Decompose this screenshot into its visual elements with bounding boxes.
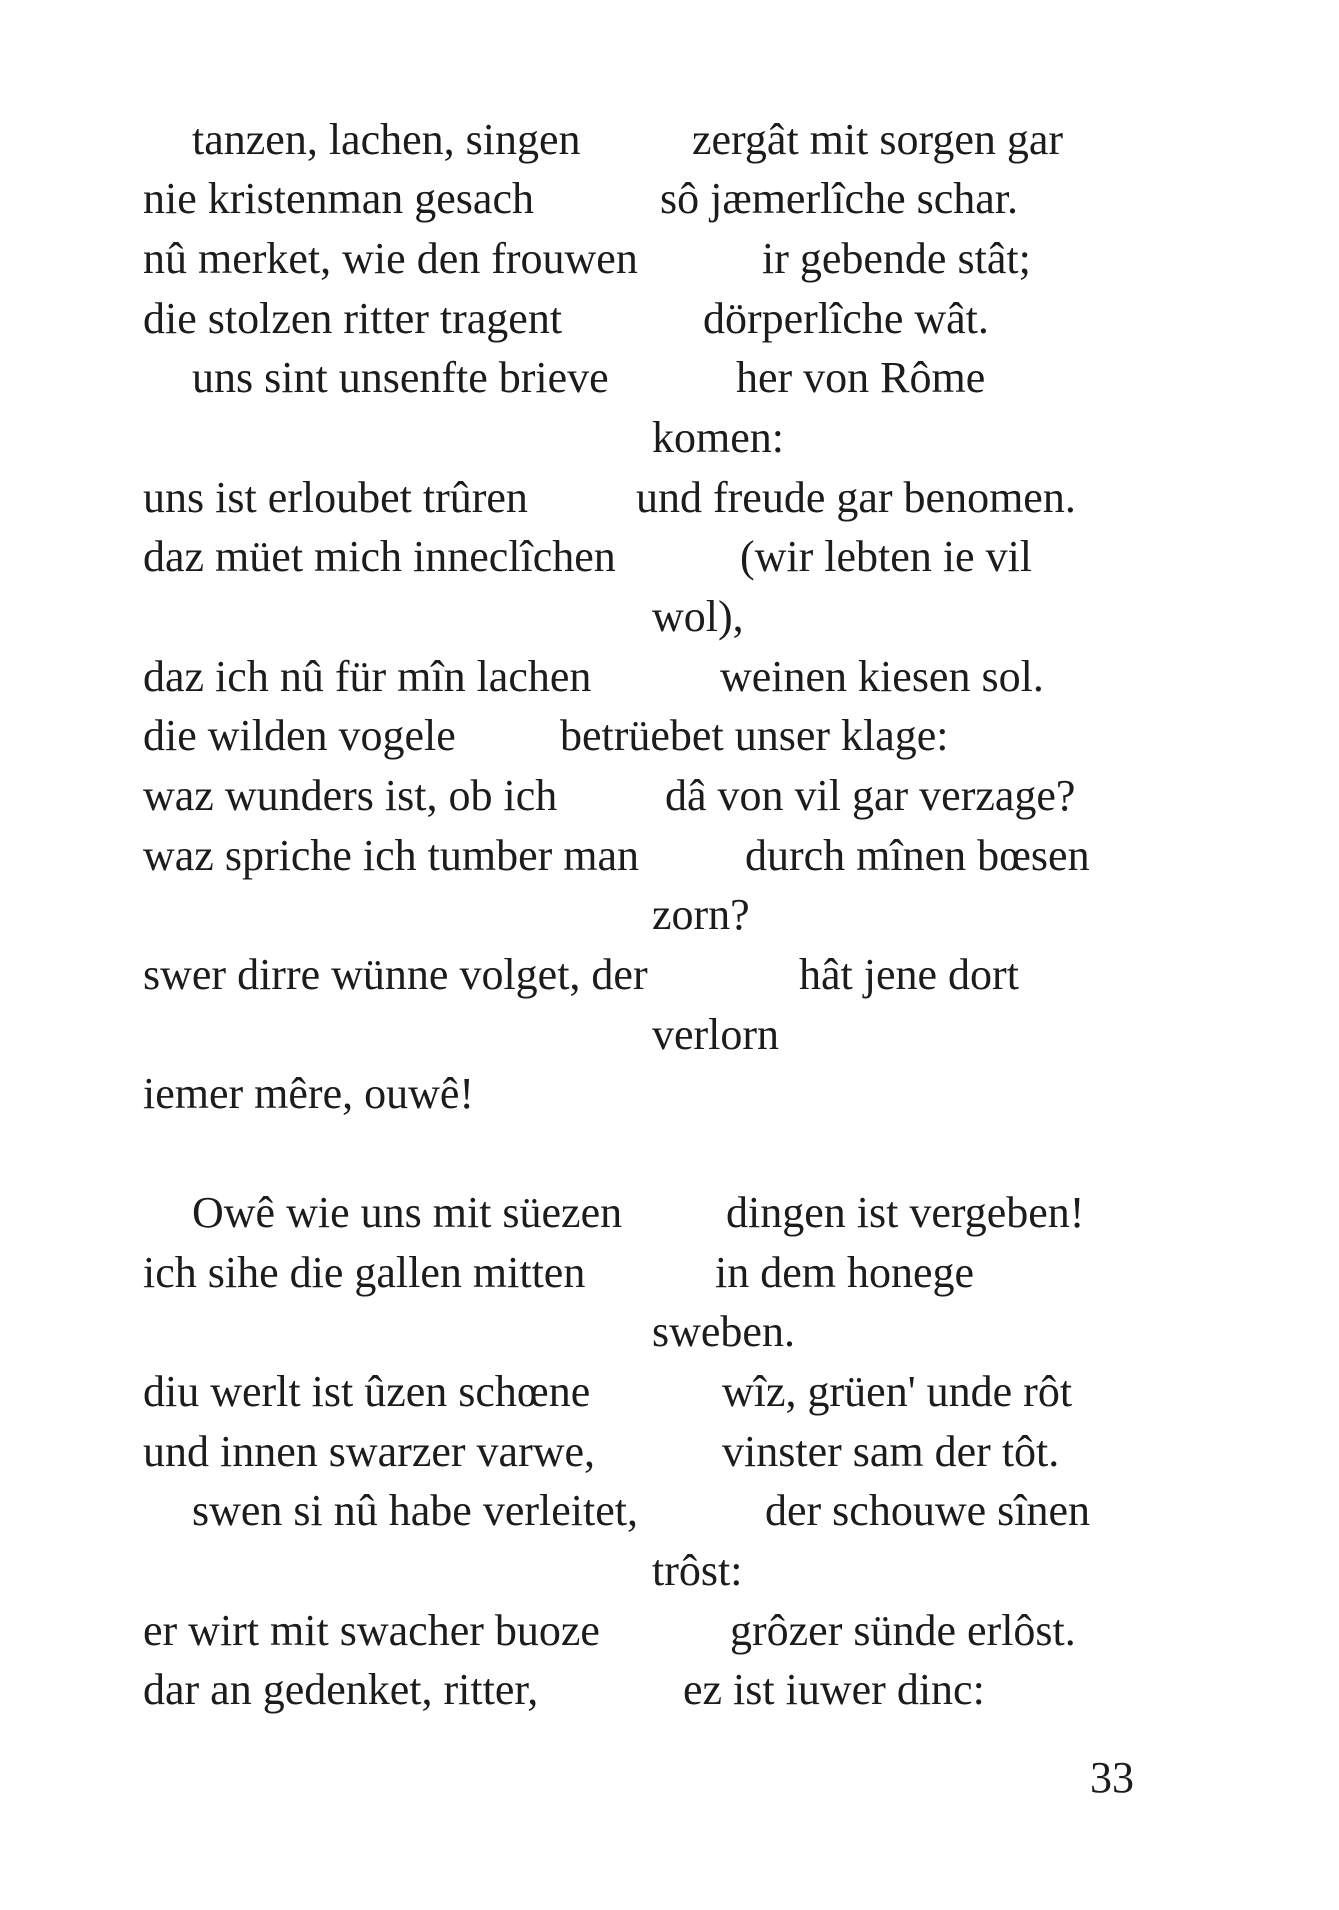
verse-second-half: der schouwe sînen (765, 1486, 1091, 1535)
verse-second-half: trôst: (652, 1546, 743, 1595)
verse-first-half: waz wunders ist, ob ich (143, 771, 558, 820)
verse-second-half: zergât mit sorgen gar (692, 115, 1064, 164)
verse-second-half: dörperlîche wât. (703, 294, 989, 343)
verse-first-half: daz müet mich inneclîchen (143, 532, 616, 581)
verse-first-half: die stolzen ritter tragent (143, 294, 563, 343)
verse-second-half: wol), (652, 592, 744, 641)
verse-second-half: dâ von vil gar verzage? (665, 771, 1076, 820)
verse-first-half: er wirt mit swacher buoze (143, 1606, 600, 1655)
verse-second-half: sô jæmerlîche schar. (660, 174, 1019, 223)
verse-first-half: uns ist erloubet trûren (143, 473, 528, 522)
verse-second-half: vinster sam der tôt. (722, 1427, 1060, 1476)
verse-second-half: komen: (652, 413, 784, 462)
verse-second-half: wîz, grüen' unde rôt (722, 1367, 1073, 1416)
verse-second-half: in dem honege (715, 1248, 975, 1297)
verse-first-half: Owê wie uns mit süezen (192, 1188, 623, 1237)
verse-first-half: ich sihe die gallen mitten (143, 1248, 586, 1297)
verse-second-half: (wir lebten ie vil (740, 532, 1033, 581)
verse-first-half: iemer mêre, ouwê! (143, 1069, 475, 1118)
verse-first-half: waz spriche ich tumber man (143, 831, 640, 880)
verse-first-half: nû merket, wie den frouwen (143, 234, 638, 283)
verse-first-half: die wilden vogele (143, 711, 456, 760)
verse-second-half: weinen kiesen sol. (720, 652, 1044, 701)
verse-first-half: swen si nû habe verleitet, (192, 1486, 638, 1535)
page-number: 33 (1090, 1753, 1134, 1802)
verse-first-half: uns sint unsenfte brieve (192, 353, 609, 402)
verse-second-half: grôzer sünde erlôst. (730, 1606, 1076, 1655)
verse-first-half: swer dirre wünne volget, der (143, 950, 648, 999)
verse-first-half: und innen swarzer varwe, (143, 1427, 596, 1476)
verse-first-half: dar an gedenket, ritter, (143, 1665, 539, 1714)
verse-second-half: verlorn (652, 1010, 780, 1059)
verse-second-half: durch mînen bœsen (745, 831, 1090, 880)
verse-first-half: nie kristenman gesach (143, 174, 534, 223)
verse-second-half: hât jene dort (799, 950, 1019, 999)
verse-first-half: daz ich nû für mîn lachen (143, 652, 592, 701)
verse-second-half: betrüebet unser klage: (560, 711, 949, 760)
verse-second-half: ez ist iuwer dinc: (683, 1665, 985, 1714)
verse-first-half: diu werlt ist ûzen schœne (143, 1367, 591, 1416)
verse-second-half: zorn? (652, 890, 750, 939)
verse-second-half: ir gebende stât; (762, 234, 1031, 283)
verse-first-half: tanzen, lachen, singen (192, 115, 581, 164)
verse-second-half: sweben. (652, 1307, 795, 1356)
verse-second-half: her von Rôme (736, 353, 986, 402)
verse-second-half: dingen ist vergeben! (726, 1188, 1085, 1237)
verse-second-half: und freude gar benomen. (636, 473, 1076, 522)
